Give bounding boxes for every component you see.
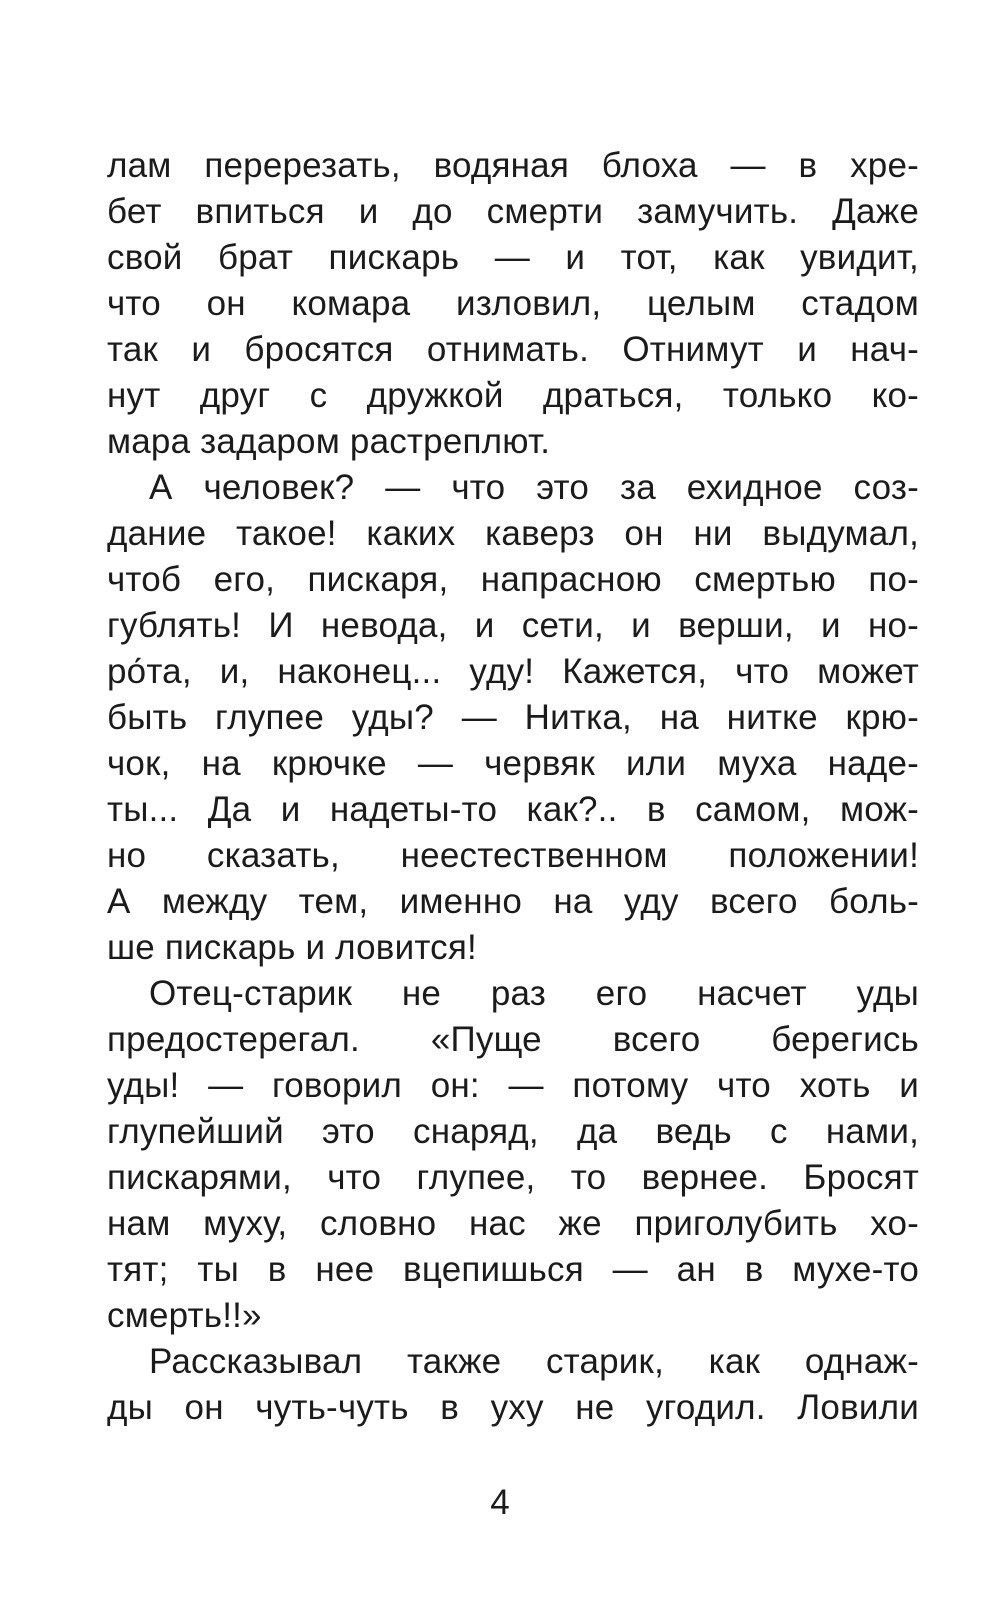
- paragraph: [107, 465, 919, 971]
- text-line: Отец-старик не раз его насчет уды: [149, 974, 919, 1013]
- text-line: свой брат пискарь — и тот, как увидит,: [107, 238, 919, 277]
- text-line: тят; ты в нее вцепишься — ан в мухе-то: [107, 1250, 919, 1289]
- text-line: но сказать, неестественном положении!: [107, 836, 919, 875]
- text-line: чтоб его, пискаря, напрасною смертью по-: [107, 560, 919, 599]
- text-line: Рассказывал также старик, как однаж-: [149, 1342, 919, 1381]
- text-line: лам перерезать, водяная блоха — в хре-: [107, 146, 919, 185]
- text-line: ше пискарь и ловится!: [107, 928, 477, 967]
- text-line: А между тем, именно на уду всего боль-: [107, 882, 919, 921]
- text-line: смерть!!»: [107, 1296, 262, 1335]
- text-line: нам муху, словно нас же приголубить хо-: [107, 1204, 919, 1243]
- paragraph: [107, 1339, 919, 1431]
- text-line: мара задаром растреплют.: [107, 422, 551, 461]
- text-line: что он комара изловил, целым стадом: [107, 284, 919, 323]
- text-line: ды он чуть-чуть в уху не угодил. Ловили: [107, 1388, 919, 1427]
- text-line: ты... Да и надеты-то как?.. в самом, мож-: [107, 790, 919, 829]
- text-line: быть глупее уды? — Нитка, на нитке крю-: [107, 698, 919, 737]
- text-line: чок, на крючке — червяк или муха наде-: [107, 744, 919, 783]
- text-line: гублять! И невода, и сети, и верши, и но-: [107, 606, 919, 645]
- text-line: пискарями, что глупее, то вернее. Бросят: [107, 1158, 919, 1197]
- text-line: уды! — говорил он: — потому что хоть и: [107, 1066, 919, 1105]
- page-number: 4: [490, 1483, 510, 1522]
- paragraph: [107, 143, 919, 465]
- text-line: предостерегал. «Пуще всего берегись: [107, 1020, 919, 1059]
- text-line: бет впиться и до смерти замучить. Даже: [107, 192, 919, 231]
- text-line: дание такое! каких каверз он ни выдумал,: [107, 514, 919, 553]
- text-line: нут друг с дружкой драться, только ко-: [107, 376, 919, 415]
- text-line: ро́та, и, наконец... уду! Кажется, что может: [107, 652, 919, 691]
- text-line: А человек? — что это за ехидное соз-: [149, 468, 919, 507]
- body-text: [107, 143, 919, 1431]
- text-line: глупейший это снаряд, да ведь с нами,: [107, 1112, 919, 1151]
- text-line: так и бросятся отнимать. Отнимут и нач-: [107, 330, 919, 369]
- paragraph: [107, 971, 919, 1339]
